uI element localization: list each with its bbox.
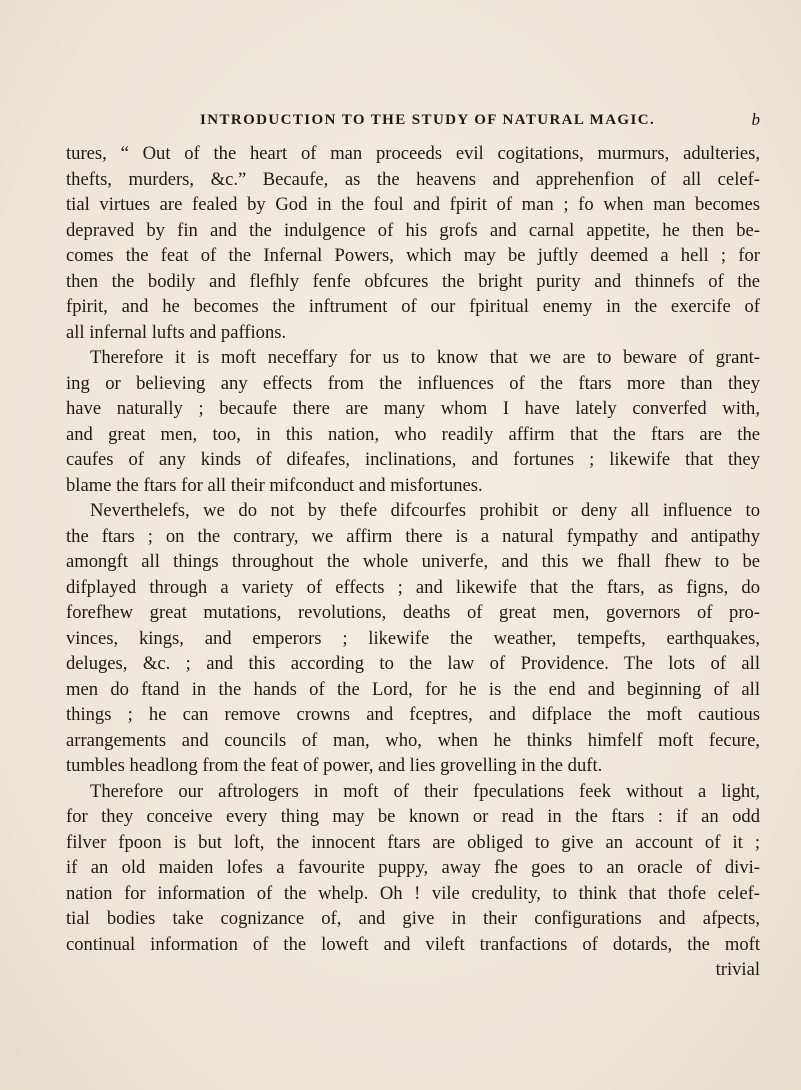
text-line: men do ftand in the hands of the Lord, for he is the end and beginning of all	[66, 678, 760, 700]
running-head-title: INTRODUCTION TO THE STUDY OF NATURAL MAGIC.	[200, 112, 656, 128]
body-text	[66, 141, 760, 983]
text-line: Neverthelefs, we do not by thefe difcourfes prohibit or deny all influence to	[90, 500, 760, 521]
text-line: arrangements and councils of man, who, when he thinks himfelf moft fecure,	[66, 729, 760, 751]
text-line: vinces, kings, and emperors ; likewife the weather, tempefts, earthquakes,	[66, 627, 760, 649]
running-head	[200, 112, 760, 136]
page-signature: b	[751, 110, 760, 129]
text-line: filver fpoon is but loft, the innocent ftars are obliged to give an account of it ;	[66, 831, 760, 853]
text-line: amongft all things throughout the whole univerfe, and this we fhall fhew to be	[66, 551, 760, 572]
text-line: caufes of any kinds of difeafes, inclinations, and fortunes ; likewife that they	[66, 449, 760, 470]
text-line: tumbles headlong from the feat of power, and lies grovelling in the duft.	[66, 755, 603, 776]
text-line: depraved by fin and the indulgence of his grofs and carnal appetite, he then be-	[66, 219, 760, 241]
text-line: thefts, murders, &c.” Becaufe, as the heavens and apprehenfion of all celef-	[66, 168, 760, 190]
text-line: deluges, &c. ; and this according to the law of Providence. The lots of all	[66, 653, 760, 674]
text-line: nation for information of the whelp. Oh ! vile credulity, to think that thofe celef-	[66, 882, 760, 904]
text-line: trivial	[715, 959, 760, 980]
text-line: have naturally ; becaufe there are many whom I have lately converfed with,	[66, 398, 760, 419]
text-line: things ; he can remove crowns and fceptres, and difplace the moft cautious	[66, 704, 760, 725]
text-line: difplayed through a variety of effects ; and likewife that the ftars, as figns, do	[66, 576, 760, 598]
text-line: if an old maiden lofes a favourite puppy, away fhe goes to an oracle of divi-	[66, 857, 760, 878]
text-line: fpirit, and he becomes the inftrument of our fpiritual enemy in the exercife of	[66, 296, 760, 317]
text-line: blame the ftars for all their mifconduct and misfortunes.	[66, 474, 483, 496]
text-line: all infernal lufts and paffions.	[66, 321, 287, 343]
text-line: tures, “ Out of the heart of man proceeds evil cogitations, murmurs, adulteries,	[66, 143, 760, 164]
text-line: forefhew great mutations, revolutions, deaths of great men, governors of pro-	[66, 602, 760, 623]
text-line: comes the feat of the Infernal Powers, which may be juftly deemed a hell ; for	[66, 245, 760, 266]
text-line: the ftars ; on the contrary, we affirm there is a natural fympathy and antipathy	[66, 525, 760, 547]
text-line: and great men, too, in this nation, who readily affirm that the ftars are the	[66, 423, 760, 445]
text-line: tial virtues are fealed by God in the foul and fpirit of man ; fo when man becomes	[66, 194, 760, 215]
text-line: then the bodily and flefhly fenfe obfcures the bright purity and thinnefs of the	[66, 270, 760, 292]
text-line: for they conceive every thing may be known or read in the ftars : if an odd	[66, 806, 760, 827]
text-line: ing or believing any effects from the influences of the ftars more than they	[66, 372, 760, 394]
text-line: continual information of the loweft and vileft tranfactions of dotards, the moft	[66, 933, 760, 955]
text-line: Therefore it is moft neceffary for us to know that we are to beware of grant-	[90, 347, 760, 368]
text-line: tial bodies take cognizance of, and give in their configurations and afpects,	[66, 908, 760, 929]
text-line: Therefore our aftrologers in moft of their fpeculations feek without a light,	[90, 780, 760, 802]
